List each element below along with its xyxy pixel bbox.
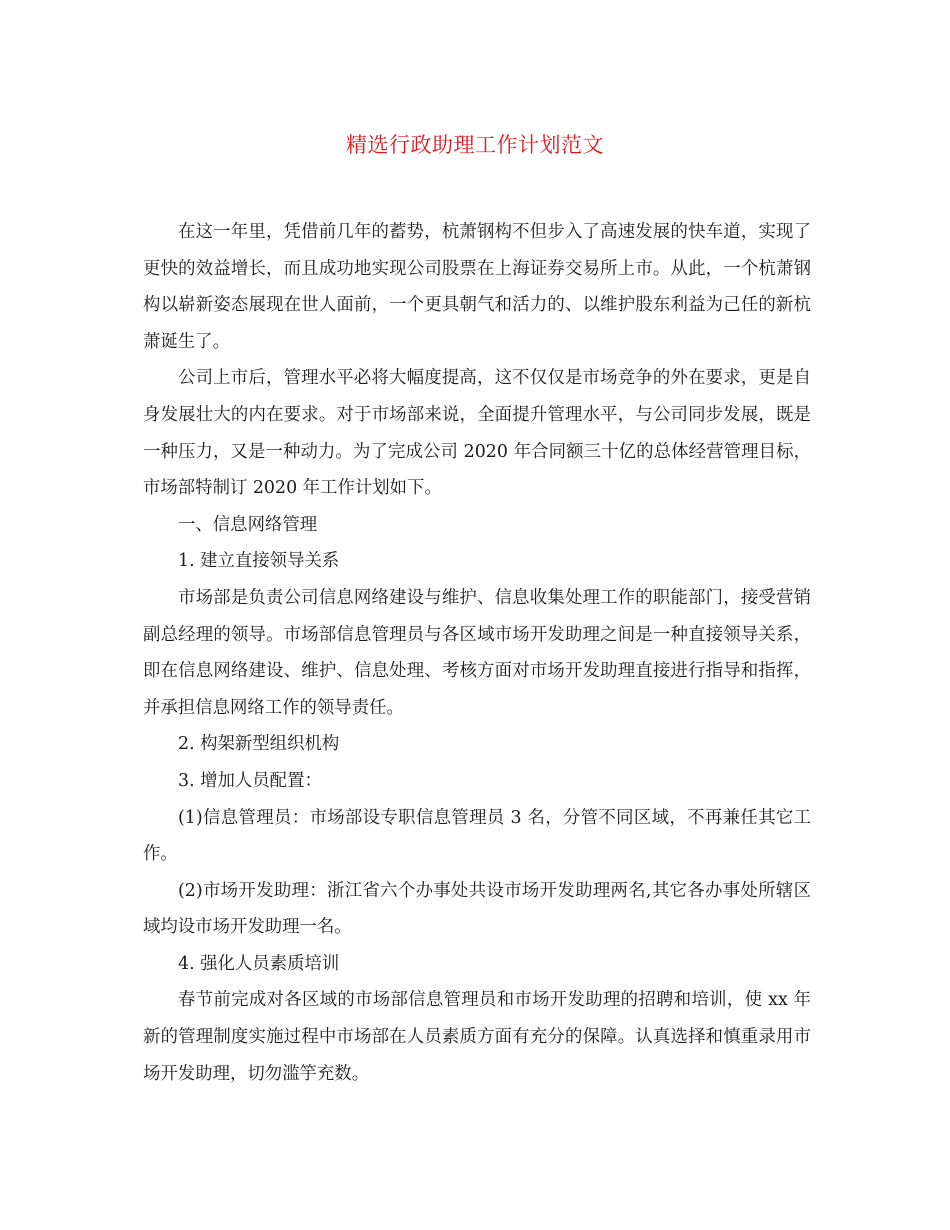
paragraph-intro: 在这一年里，凭借前几年的蓄势，杭萧钢构不但步入了高速发展的快车道，实现了更快的效益增长，而且成功地实现公司股票在上海证券交易所上市。从此，一个杭萧钢构以崭新姿态展现在世人面前，一个更具朝气和活力的、以维护股东利益为己任的新杭萧诞生了。 [143,222,811,352]
paragraph-training: 春节前完成对各区域的市场部信息管理员和市场开发助理的招聘和培训，使 xx 年新的管理制度实施过程中市场部在人员素质方面有充分的保障。认真选择和慎重录用市场开发助理，切勿滥竽充数。 [143,990,811,1084]
item-heading-1: 1. 建立直接领导关系 [178,551,340,572]
sub-item-info-manager: (1)信息管理员：市场部设专职信息管理员 3 名，分管不同区域，不再兼任其它工作。 [143,807,811,865]
item-heading-3: 3. 增加人员配置： [178,770,322,791]
paragraph-leadership: 市场部是负责公司信息网络建设与维护、信息收集处理工作的职能部门，接受营销副总经理的领导。市场部信息管理员与各区域市场开发助理之间是一种直接领导关系，即在信息网络建设、维护、信息处理、考核方面对市场开发助理直接进行指导和指挥，并承担信息网络工作的领导责任。 [143,587,811,718]
document-title: 精选行政助理工作计划范文 [346,133,604,157]
sub-item-market-assistant: (2)市场开发助理：浙江省六个办事处共设市场开发助理两名,其它各办事处所辖区域均设市场开发助理一名。 [143,880,811,938]
document-body [143,214,811,1092]
item-heading-4: 4. 强化人员素质培训 [178,953,340,974]
paragraph-listing: 公司上市后，管理水平必将大幅度提高，这不仅仅是市场竞争的外在要求，更是自身发展壮大的内在要求。对于市场部来说，全面提升管理水平，与公司同步发展，既是一种压力，又是一种动力。为了完成公司 2020 年合同额三十亿的总体经营管理目标，市场部特制订 2020 年工作计划如下。 [143,368,811,499]
item-heading-2: 2. 构架新型组织机构 [178,734,340,755]
section-heading-info-network: 一、信息网络管理 [178,514,318,535]
